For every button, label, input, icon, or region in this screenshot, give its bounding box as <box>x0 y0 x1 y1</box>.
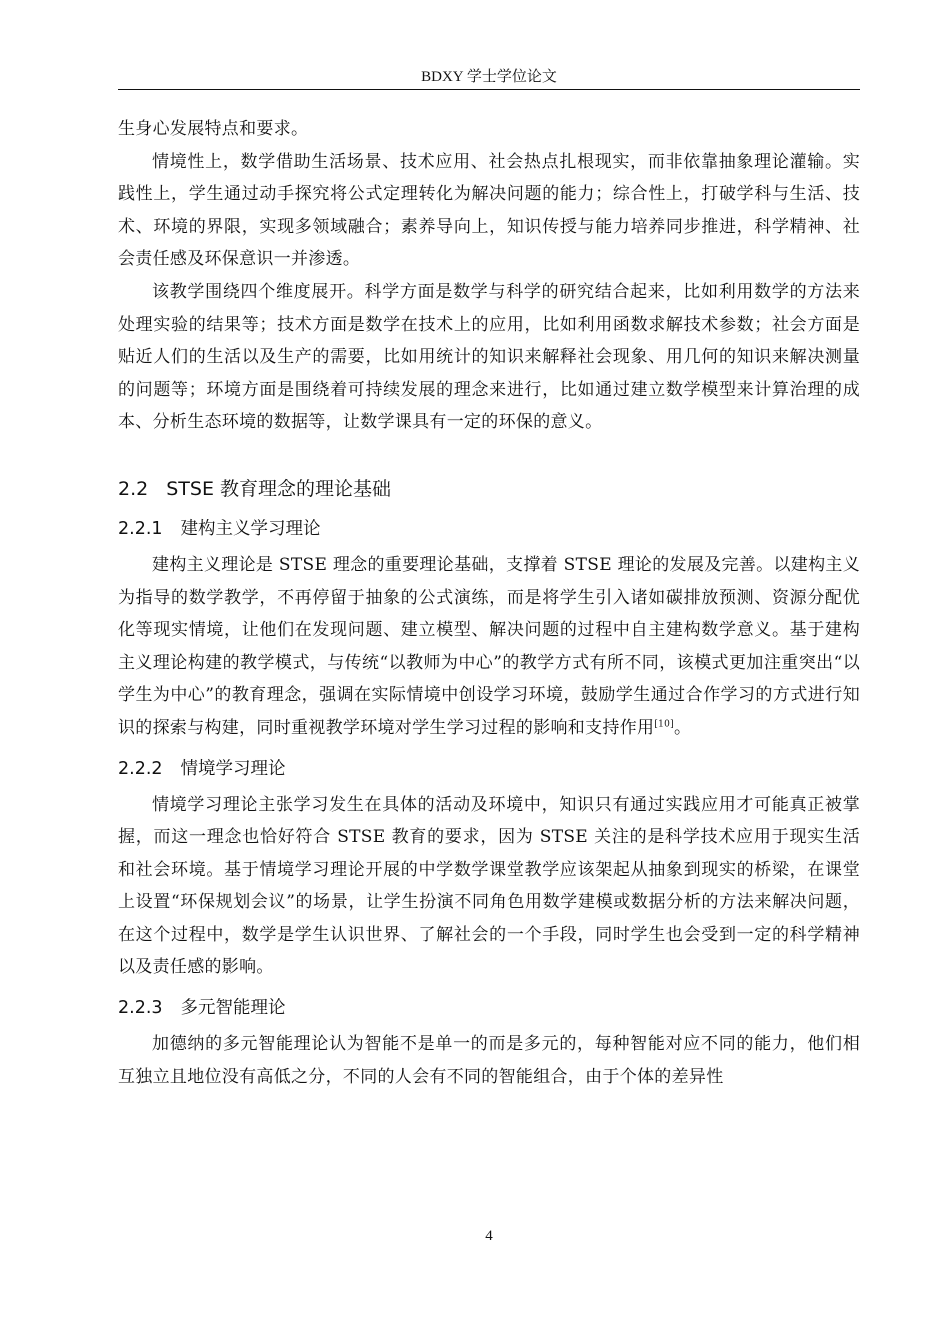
paragraph-four-dimensions: 该教学围绕四个维度展开。科学方面是数学与科学的研究结合起来，比如利用数学的方法来处理实验的结果等；技术方面是数学在技术上的应用，比如利用函数求解技术参数；社会方面是贴近人们的生活以及生产的需要，比如用统计的知识来解释社会现象、用几何的知识来解决测量的问题等；环境方面是围绕着可持续发展的理念来进行，比如通过建立数学模型来计算治理的成本、分析生态环境的数据等，让数学课具有一定的环保的意义。 <box>118 281 860 433</box>
page-body <box>118 113 860 1093</box>
paragraph-situated-learning: 情境学习理论主张学习发生在具体的活动及环境中，知识只有通过实践应用才可能真正被掌握，而这一理念也恰好符合 STSE 教育的要求，因为 STSE 关注的是科学技术应用于现实生活和社会环境。基于情境学习理论开展的中学数学课堂教学应该架起从抽象到现实的桥梁，在课堂上设置“环保规划会议”的场景，让学生扮演不同角色用数学建模或数据分析的方法来解决问题，在这个过程中，数学是学生认识世界、了解社会的一个手段，同时学生也会受到一定的科学精神以及责任感的影响。 <box>118 794 860 978</box>
paragraph-multiple-intelligences: 加德纳的多元智能理论认为智能不是单一的而是多元的，每种智能对应不同的能力，他们相互独立且地位没有高低之分，不同的人会有不同的智能组合，由于个体的差异性 <box>118 1034 860 1087</box>
running-header: BDXY 学士学位论文 <box>421 69 557 85</box>
paragraph-characteristics: 情境性上，数学借助生活场景、技术应用、社会热点扎根现实，而非依靠抽象理论灌输。实践性上，学生通过动手探究将公式定理转化为解决问题的能力；综合性上，打破学科与生活、技术、环境的界限，实现多领域融合；素养导向上，知识传授与能力培养同步推进，科学精神、社会责任感及环保意识一并渗透。 <box>118 151 860 270</box>
subsection-number: 2.2.1 <box>118 518 163 539</box>
subsection-title: 多元智能理论 <box>180 998 286 1019</box>
paragraph-continued: 生身心发展特点和要求。 <box>118 119 309 139</box>
subsection-title: 建构主义学习理论 <box>180 518 321 539</box>
section-title: STSE 教育理念的理论基础 <box>166 477 391 500</box>
header-rule <box>118 89 860 90</box>
paragraph-text: 建构主义理论是 STSE 理念的重要理论基础，支撑着 STSE 理论的发展及完善。以建构主义为指导的数学教学，不再停留于抽象的公式演练，而是将学生引入诸如碳排放预测、资源分配优化等现实情境，让他们在发现问题、建立模型、解决问题的过程中自主建构数学意义。基于建构主义理论构建的教学模式，与传统“以教师为中心”的教学方式有所不同，该模式更加注重突出“以学生为中心”的教育理念，强调在实际情境中创设学习环境，鼓励学生通过合作学习的方式进行知识的探索与构建，同时重视教学环境对学生学习过程的影响和支持作用 <box>118 554 860 738</box>
citation-reference: [10] <box>654 719 674 730</box>
paragraph-end-punctuation: 。 <box>674 717 692 738</box>
subsection-heading-2-2-2 <box>118 753 860 785</box>
subsection-heading-2-2-1 <box>118 513 860 545</box>
paragraph-constructivism <box>118 549 860 745</box>
subsection-heading-2-2-3 <box>118 992 860 1024</box>
subsection-title: 情境学习理论 <box>180 758 286 779</box>
section-heading-2-2 <box>118 473 860 505</box>
subsection-number: 2.2.2 <box>118 758 163 779</box>
section-number: 2.2 <box>118 477 149 500</box>
page-number: 4 <box>485 1228 493 1244</box>
subsection-number: 2.2.3 <box>118 998 163 1019</box>
